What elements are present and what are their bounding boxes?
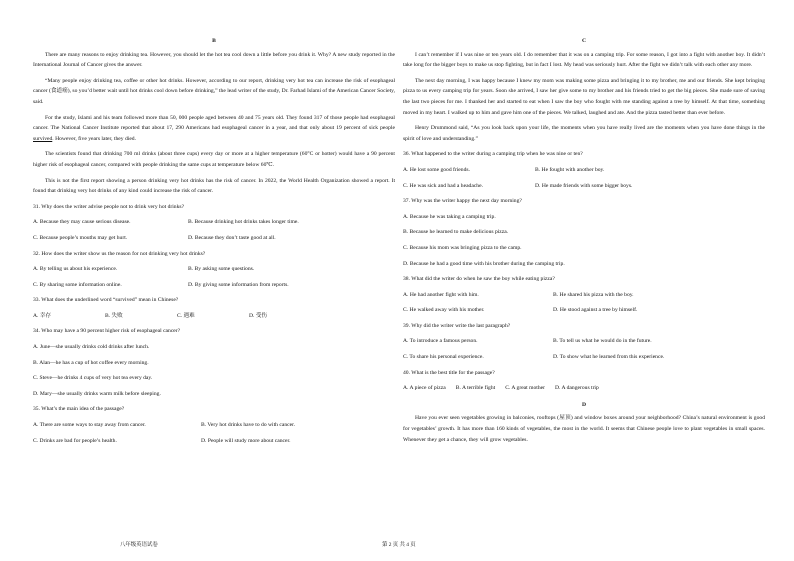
option-b: B. 失败	[105, 312, 123, 319]
question-36-options-row-1	[403, 165, 765, 176]
option-a: A. To introduce a famous person.	[403, 338, 478, 345]
option-d: D. By giving some information from reports.	[188, 281, 289, 288]
passage-c-paragraph-3: Henry Drummond said, “As you look back upon your life, the moments when you have really lived are the moments when you have done things in the spirit of love and understanding.”	[403, 125, 765, 142]
option-b: B. He fought with another boy.	[535, 166, 605, 173]
passage-b-paragraph-4: The scientists found that drinking 700 ml drinks (about three cups) every day or more at a higher temperature (60°C or hotter) would have a 90 percent higher risk of esophageal cancer, compared with people drinking the same cups at temperature below 60℃.	[33, 151, 395, 168]
option-b: B. A terrible fight	[455, 385, 496, 392]
option-c: C. A great mother	[505, 385, 545, 392]
question-38-options-row-1	[403, 290, 765, 301]
question-37-option-b: B. Because he learned to make delicious pizza.	[403, 229, 509, 236]
passage-b-paragraph-5: This is not the first report showing a person drinking very hot drinks has the risk of cancer. In 2022, the World Health Organization showed a report. It found that drinking very hot drinks of any kind could increase the risk of cancer.	[33, 177, 395, 195]
right-column	[403, 36, 765, 450]
option-a: A. He lost some good friends.	[403, 166, 470, 173]
option-c: C. To share his personal experience.	[403, 354, 484, 361]
question-32-options-row-2	[33, 280, 395, 291]
passage-b-paragraph-1: There are many reasons to enjoy drinking tea. However, you should let the hot tea cool down a little before you drink it. Why? A new study reported in the International Journal of Cancer gives the answer.	[33, 51, 395, 69]
question-35-options-row-2	[33, 436, 395, 447]
passage-b-paragraph-3	[33, 113, 395, 145]
question-31: 31. Why does the writer advise people not to drink very hot drinks?	[33, 203, 185, 210]
question-33-options	[33, 311, 395, 322]
question-32-options-row-1	[33, 264, 395, 275]
option-b: B. To tell us what he would do in the future.	[553, 338, 652, 345]
question-34-option-a: A. June—she usually drinks cold drinks after lunch.	[33, 344, 150, 351]
question-40-options	[403, 383, 765, 394]
option-d: D. He made friends with some bigger boys.	[535, 182, 633, 189]
section-label-d: D	[581, 401, 587, 408]
option-c: C. 遇难	[177, 312, 195, 319]
passage-d-paragraph-1: Have you ever seen vegetables growing in balconies, rooftops (屋顶) and window boxes around your neighborhood? China’s natural environment is good for vegetables’ growth. It has more than 160 kinds of vegetables, the most in the world. It seems that Chinese people love to plant vegetables in small spaces. Whenever they get a chance, they will grow vegetables.	[403, 415, 765, 443]
footer-page-number: 第 2 页 共 4 页	[382, 542, 416, 548]
paragraph-text: . However, five years later, they died.	[52, 135, 136, 142]
question-31-options-row-1	[33, 217, 395, 228]
passage-b-paragraph-2: “Many people enjoy drinking tea, coffee or other hot drinks. However, according to our report, drinking very hot tea can increase the risk of esophageal cancer (食道癌), so you’d better wait until hot drinks cool down before drinking,” the lead writer of the study, Dr. Farhad Islami of the American Cancer Society, said.	[33, 77, 395, 105]
question-39-options-row-2	[403, 352, 765, 363]
passage-c-paragraph-1: I can’t remember if I was nine or ten years old. I do remember that it was on a camping trip. For some reason, I got into a fight with another boy. It didn’t take long for the bigger boys to make us stop fighting, but in fact I lost. My head was seriously hurt. After the fight we didn’t talk with each other any more.	[403, 51, 765, 69]
section-label-b: B	[212, 38, 216, 44]
option-d: D. He stood against a tree by himself.	[553, 307, 638, 314]
question-39: 39. Why did the writer write the last paragraph?	[403, 322, 511, 329]
option-b: B. By asking some questions.	[188, 266, 255, 273]
section-label-c: C	[581, 38, 587, 44]
option-a: A. There are some ways to stay away from cancer.	[33, 422, 146, 429]
question-37: 37. Why was the writer happy the next day morning?	[403, 198, 522, 205]
question-37-option-c: C. Because his mom was bringing pizza to the camp.	[403, 244, 522, 251]
question-34-option-b: B. Alan—he has a cup of hot coffee every morning.	[33, 359, 149, 366]
question-33: 33. What does the underlined word “survived” mean in Chinese?	[33, 297, 179, 304]
passage-c-paragraph-2: The next day morning, I was happy because I knew my mom was making some pizza and bringing it to my brother, me and our friends. She kept bringing pizza to us every camping trip for years. Soon she arrived, I saw her give some to my brother and his friends tried to get the big pieces. She made sure of saving the last two pieces for me. I thanked her and started to eat when I saw the boy who fought with me standing against a tree by himself. At that time, something moved in my heart. I walked up to him and gave him one of the pieces. We talked, laughed and ate. And the pizza tasted better than ever before.	[403, 77, 765, 116]
option-c: C. By sharing some information online.	[33, 281, 122, 288]
option-d: D. 受伤	[249, 312, 268, 319]
option-b: B. He shared his pizza with the boy.	[553, 291, 634, 298]
question-40: 40. What is the best title for the passage?	[403, 369, 495, 376]
question-34-option-c: C. Steve—he drinks 4 cups of very hot tea every day.	[33, 375, 153, 382]
question-37-option-a: A. Because he was taking a camping trip.	[403, 213, 496, 220]
question-31-options-row-2	[33, 233, 395, 244]
option-c: C. He was sick and had a headache.	[403, 182, 483, 189]
option-d: D. To show what he learned from this experience.	[553, 354, 665, 361]
question-36: 36. What happened to the writer during a camping trip when he was nine or ten?	[403, 151, 583, 158]
question-37-option-d: D. Because he had a good time with his brother during the camping trip.	[403, 260, 565, 267]
option-d: D. Because they don’t taste good at all.	[188, 234, 276, 241]
footer-exam-name: 八年级英语试卷	[120, 542, 158, 548]
question-38-options-row-2	[403, 305, 765, 316]
option-d: D. People will study more about cancer.	[201, 437, 291, 444]
option-a: A. Because they may cause serious disease.	[33, 219, 131, 226]
left-column	[33, 36, 395, 451]
option-a: A. By telling us about his experience.	[33, 266, 118, 273]
question-32: 32. How does the writer show us the reason for not drinking very hot drinks?	[33, 250, 206, 257]
question-34-option-d: D. Mary—she usually drinks warm milk before sleeping.	[33, 390, 161, 397]
option-b: B. Very hot drinks have to do with cancer.	[201, 422, 296, 429]
question-36-options-row-2	[403, 181, 765, 192]
option-c: C. Because people’s mouths may get hurt.	[33, 234, 128, 241]
option-c: C. Drinks are bad for people’s health.	[33, 437, 117, 444]
underlined-word-survived: survived	[33, 135, 53, 142]
question-35: 35. What’s the main idea of the passage?	[33, 406, 125, 413]
option-c: C. He walked away with his mother.	[403, 307, 485, 314]
option-a: A. A piece of pizza	[403, 385, 446, 392]
question-39-options-row-1	[403, 336, 765, 347]
option-a: A. 幸存	[33, 312, 52, 319]
option-a: A. He had another fight with him.	[403, 291, 479, 298]
question-38: 38. What did the writer do when he saw the boy while eating pizza?	[403, 276, 555, 283]
question-34: 34. Who may have a 90 percent higher risk of esophageal cancer?	[33, 328, 181, 335]
option-b: B. Because drinking hot drinks takes longer time.	[188, 219, 299, 226]
option-d: D. A dangerous trip	[554, 385, 599, 392]
paragraph-text: For the study, Islami and his team followed more than 50, 000 people aged between 40 and 75 years old. They found 317 of those people had esophageal cancer. The National Cancer Institute reported that about 17, 290 Americans had esophageal cancer in a year, and that only about 19 percent of sick people	[33, 114, 395, 132]
question-35-options-row-1	[33, 420, 395, 431]
